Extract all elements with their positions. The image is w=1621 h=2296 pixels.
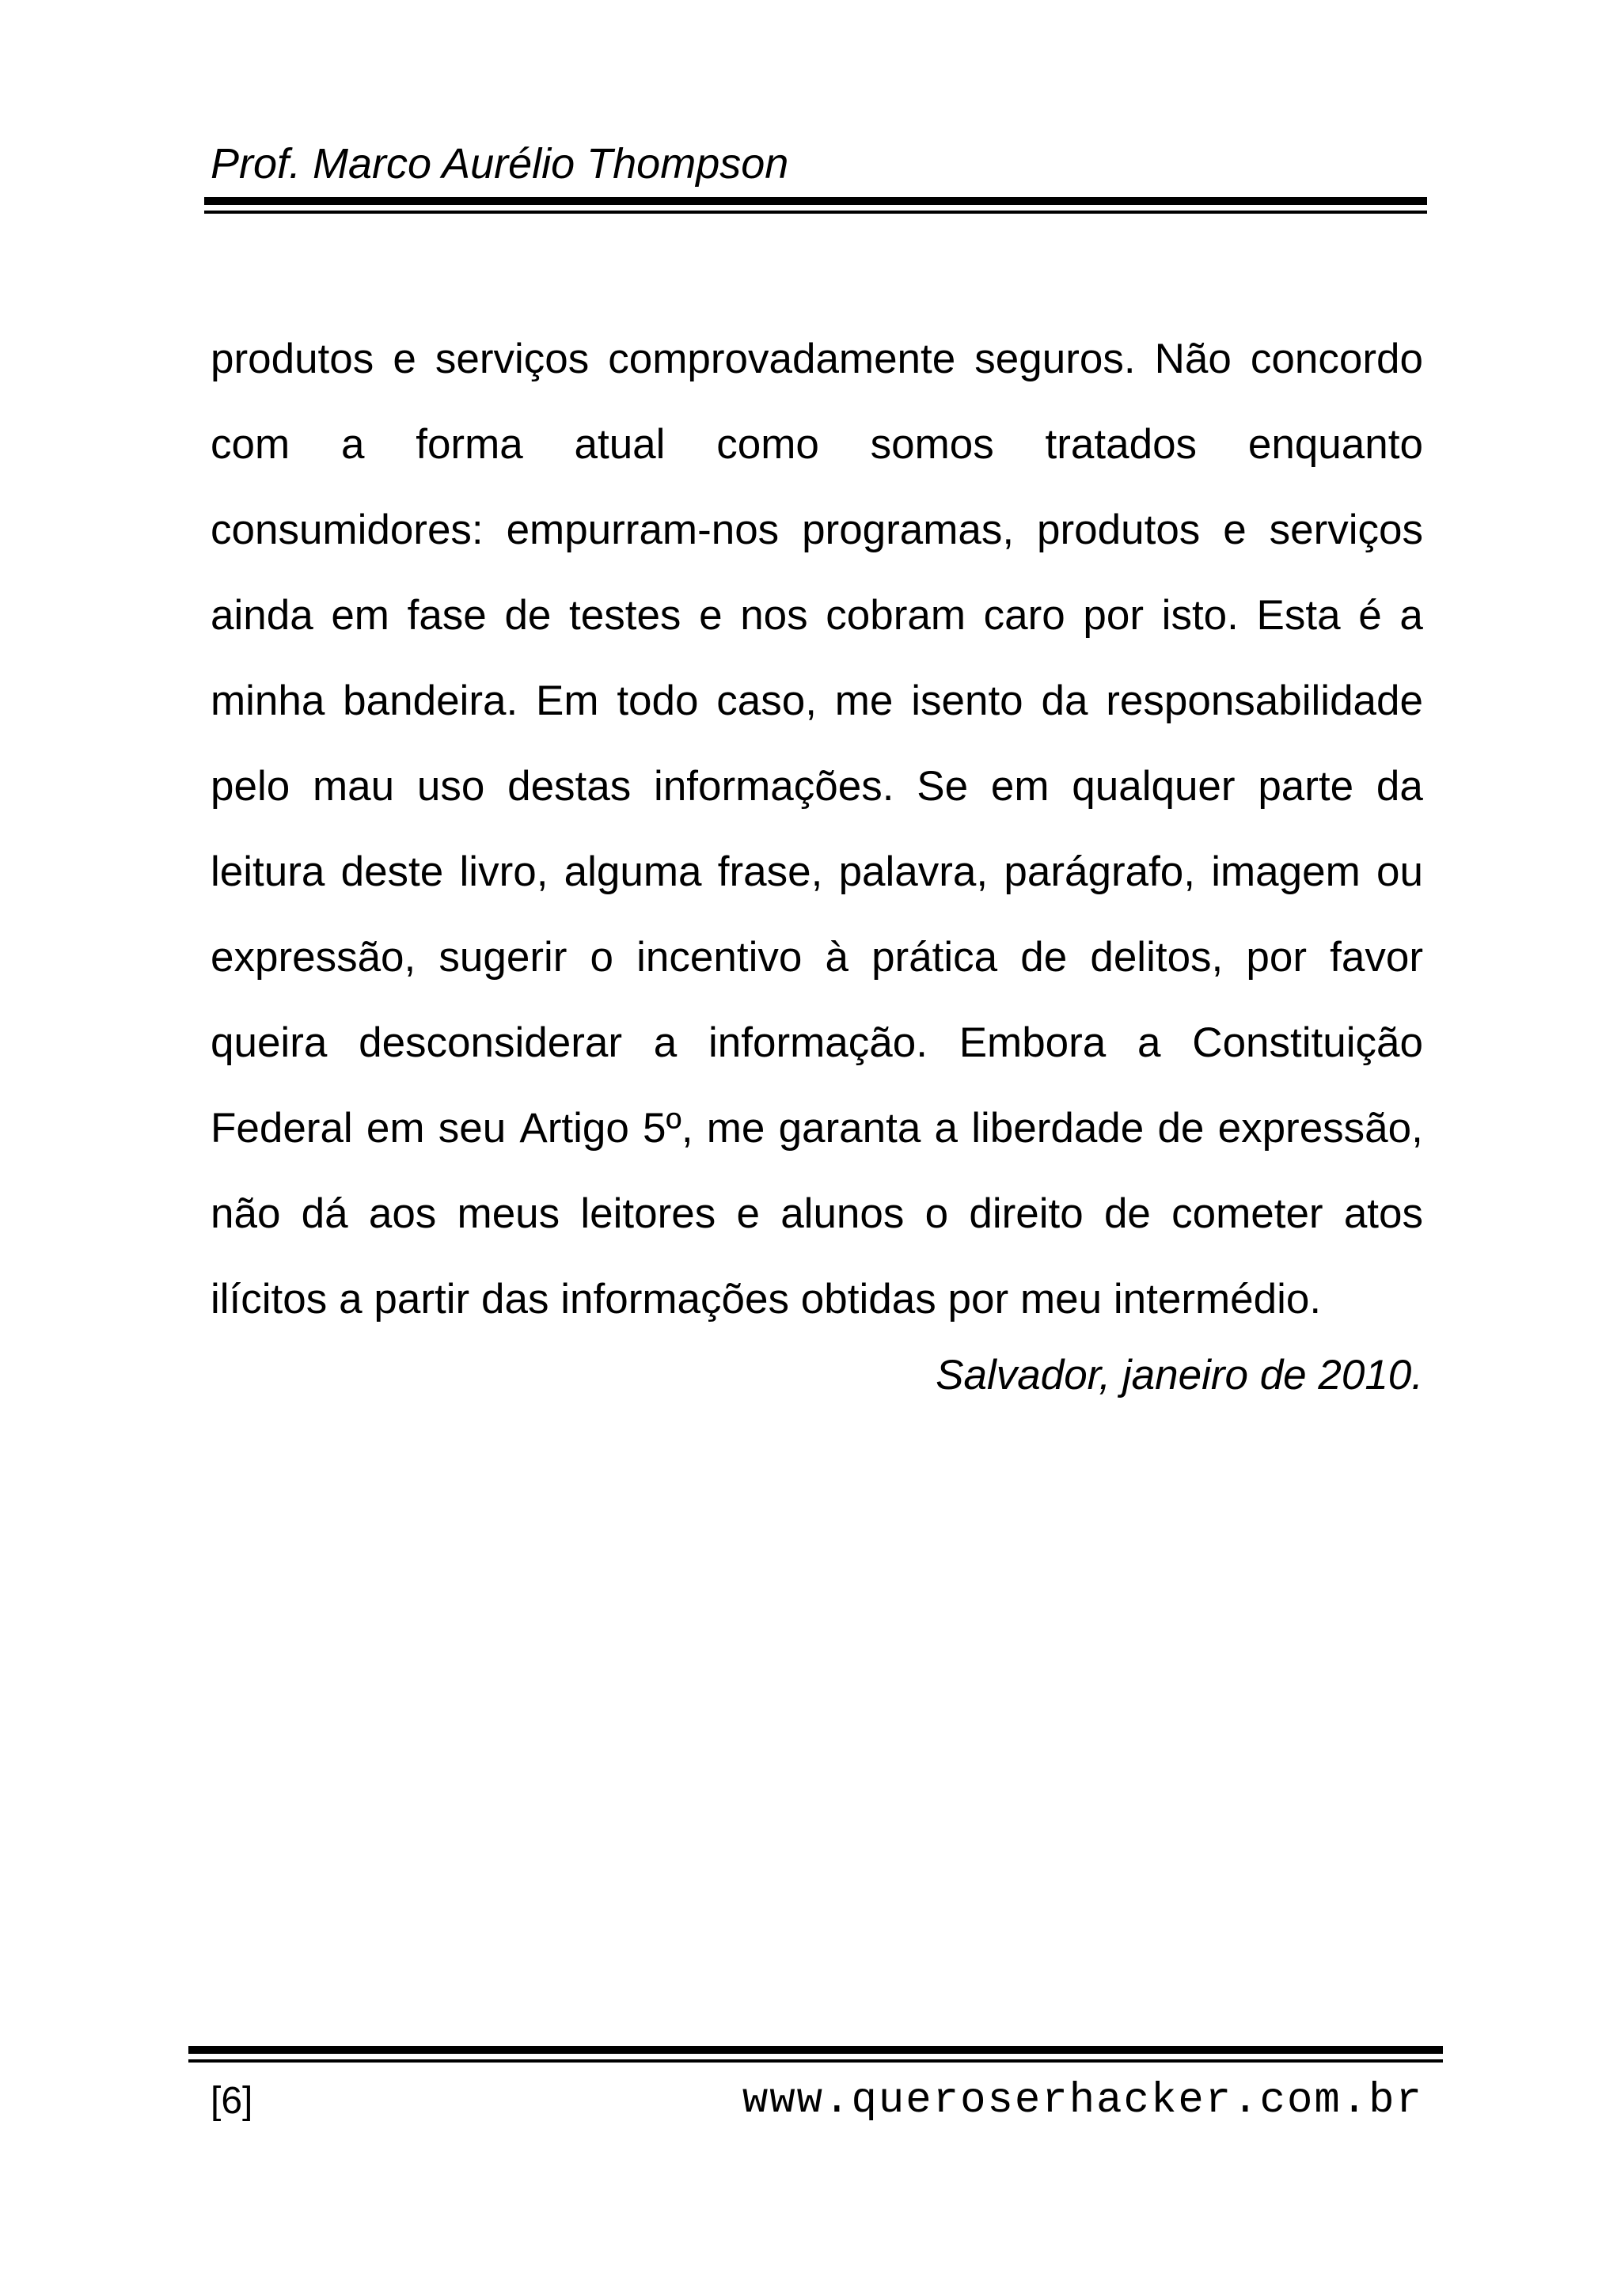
footer-rule-thick bbox=[188, 2046, 1443, 2054]
body-line: ainda em fase de testes e nos cobram caro por isto. Esta é a bbox=[211, 592, 1423, 639]
body-line: expressão, sugerir o incentivo à prática de delitos, por favor bbox=[211, 934, 1423, 981]
body-line: com a forma atual como somos tratados enquanto bbox=[211, 421, 1423, 468]
body-line: queira desconsiderar a informação. Embora a Constituição bbox=[211, 1019, 1423, 1066]
header-rule-thick bbox=[204, 197, 1427, 205]
body-line: produtos e serviços comprovadamente seguros. Não concordo bbox=[211, 336, 1423, 382]
body-line: ilícitos a partir das informações obtidas por meu intermédio. bbox=[211, 1276, 1322, 1323]
footer-website-url: www.queroserhacker.com.br bbox=[742, 2077, 1423, 2125]
signature-place-date: Salvador, janeiro de 2010. bbox=[936, 1352, 1423, 1398]
body-line: não dá aos meus leitores e alunos o direito de cometer atos bbox=[211, 1190, 1423, 1237]
body-line: leitura deste livro, alguma frase, palavra, parágrafo, imagem ou bbox=[211, 848, 1423, 895]
body-line: Federal em seu Artigo 5º, me garanta a liberdade de expressão, bbox=[211, 1105, 1423, 1152]
header-rule-thin bbox=[204, 211, 1427, 214]
footer-rule-thin bbox=[188, 2059, 1443, 2063]
page-number: [6] bbox=[211, 2080, 253, 2122]
running-header-author: Prof. Marco Aurélio Thompson bbox=[211, 140, 789, 188]
body-line: consumidores: empurram-nos programas, produtos e serviços bbox=[211, 507, 1423, 553]
body-paragraph bbox=[211, 317, 1423, 1342]
body-line: minha bandeira. Em todo caso, me isento da responsabilidade bbox=[211, 677, 1423, 724]
body-line: pelo mau uso destas informações. Se em qualquer parte da bbox=[211, 763, 1423, 810]
